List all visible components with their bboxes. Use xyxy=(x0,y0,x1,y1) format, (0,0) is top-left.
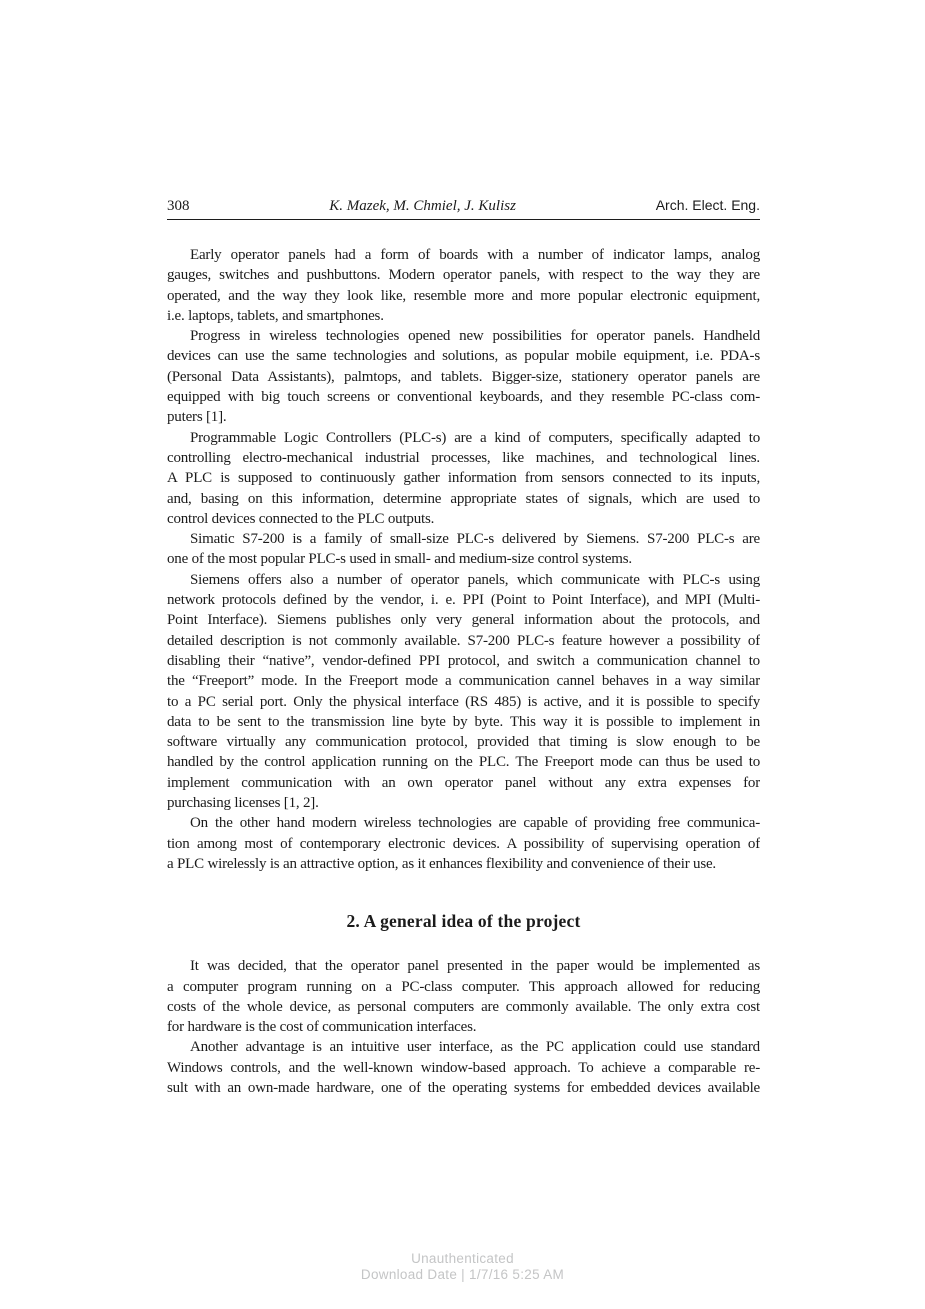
text-line: Siemens offers also a number of operator panels, which communicate with PLC-s using xyxy=(190,571,760,588)
text-line: the “Freeport” mode. In the Freeport mode a communication cannel behaves in a way similar xyxy=(167,673,760,690)
text-line: Point Interface). Siemens publishes only very general information about the protocols, and xyxy=(167,612,760,629)
text-line: sult with an own-made hardware, one of the operating systems for embedded devices available xyxy=(167,1079,760,1096)
text-line: purchasing licenses [1, 2]. xyxy=(167,795,319,812)
text-line: devices can use the same technologies and solutions, as popular mobile equipment, i.e. PDA-s xyxy=(167,348,760,365)
paragraph xyxy=(167,428,760,529)
text-line: A PLC is supposed to continuously gather information from sensors connected to its inputs, xyxy=(167,470,760,487)
text-line: for hardware is the cost of communication interfaces. xyxy=(167,1019,477,1036)
text-line: network protocols defined by the vendor, i. e. PPI (Point to Point Interface), and MPI (Multi- xyxy=(167,592,760,609)
section-body xyxy=(167,956,760,1098)
footer-download-date: Download Date | 1/7/16 5:25 AM xyxy=(360,1266,565,1282)
text-line: gauges, switches and pushbuttons. Modern operator panels, with respect to the way they are xyxy=(167,267,760,284)
running-journal: Arch. Elect. Eng. xyxy=(655,197,760,213)
text-line: Simatic S7-200 is a family of small-size PLC-s delivered by Siemens. S7-200 PLC-s are xyxy=(190,531,760,548)
footer-authentication-status: Unauthenticated xyxy=(411,1251,514,1266)
text-line: Early operator panels had a form of boards with a number of indicator lamps, analog xyxy=(190,247,760,263)
text-line: implement communication with an own operator panel without any extra expenses for xyxy=(167,774,760,791)
article-body xyxy=(167,245,760,1098)
text-line: to a PC serial port. Only the physical interface (RS 485) is active, and it is possible to specify xyxy=(167,693,760,710)
paragraph xyxy=(167,529,760,570)
text-line: one of the most popular PLC-s used in small- and medium-size control systems. xyxy=(167,551,632,568)
text-line: disabling their “native”, vendor-defined PPI protocol, and switch a communication channel to xyxy=(167,652,760,669)
running-header xyxy=(167,197,760,214)
text-line: puters [1]. xyxy=(167,409,227,426)
section-heading: 2. A general idea of the project xyxy=(346,911,581,932)
text-line: data to be sent to the transmission line byte by byte. This way it is possible to implement in xyxy=(167,713,760,730)
text-line: i.e. laptops, tablets, and smartphones. xyxy=(167,307,384,324)
download-footer xyxy=(0,1251,925,1282)
text-line: It was decided, that the operator panel presented in the paper would be implemented as xyxy=(190,958,760,975)
paragraph xyxy=(167,956,760,1037)
paragraph xyxy=(167,1037,760,1098)
header-rule xyxy=(167,219,760,220)
text-line: and, basing on this information, determine appropriate states of signals, which are used to xyxy=(167,490,760,507)
text-line: tion among most of contemporary electronic devices. A possibility of supervising operation of xyxy=(167,835,760,852)
text-line: detailed description is not commonly available. S7-200 PLC-s feature however a possibility of xyxy=(167,632,760,649)
text-line: a PLC wirelessly is an attractive option, as it enhances flexibility and convenience of their use. xyxy=(167,855,716,872)
text-line: operated, and the way they look like, resemble more and more popular electronic equipment, xyxy=(167,287,760,304)
text-line: Progress in wireless technologies opened new possibilities for operator panels. Handheld xyxy=(190,328,760,345)
text-line: handled by the control application running on the PLC. The Freeport mode can thus be used to xyxy=(167,754,760,771)
text-line: software virtually any communication protocol, provided that timing is slow enough to be xyxy=(167,734,760,751)
text-line: On the other hand modern wireless technologies are capable of providing free communica- xyxy=(190,815,760,832)
text-line: Programmable Logic Controllers (PLC-s) are a kind of computers, specifically adapted to xyxy=(190,429,760,446)
text-line: equipped with big touch screens or conventional keyboards, and they resemble PC-class com- xyxy=(167,389,760,406)
text-line: a computer program running on a PC-class computer. This approach allowed for reducing xyxy=(167,978,760,995)
text-line: Another advantage is an intuitive user interface, as the PC application could use standard xyxy=(190,1039,760,1056)
text-line: costs of the whole device, as personal computers are commonly available. The only extra cost xyxy=(167,998,760,1015)
text-line: control devices connected to the PLC outputs. xyxy=(167,510,435,527)
paragraph xyxy=(167,570,760,814)
page-number: 308 xyxy=(167,198,190,214)
intro-section xyxy=(167,245,760,874)
text-line: (Personal Data Assistants), palmtops, and tablets. Bigger-size, stationery operator panels are xyxy=(167,368,760,385)
paragraph xyxy=(167,326,760,427)
paragraph xyxy=(167,245,760,326)
paragraph xyxy=(167,813,760,874)
text-line: Windows controls, and the well-known window-based approach. To achieve a comparable re- xyxy=(167,1059,760,1076)
text-line: controlling electro-mechanical industrial processes, like machines, and technological lines. xyxy=(167,449,760,466)
running-authors: K. Mazek, M. Chmiel, J. Kulisz xyxy=(329,198,516,214)
